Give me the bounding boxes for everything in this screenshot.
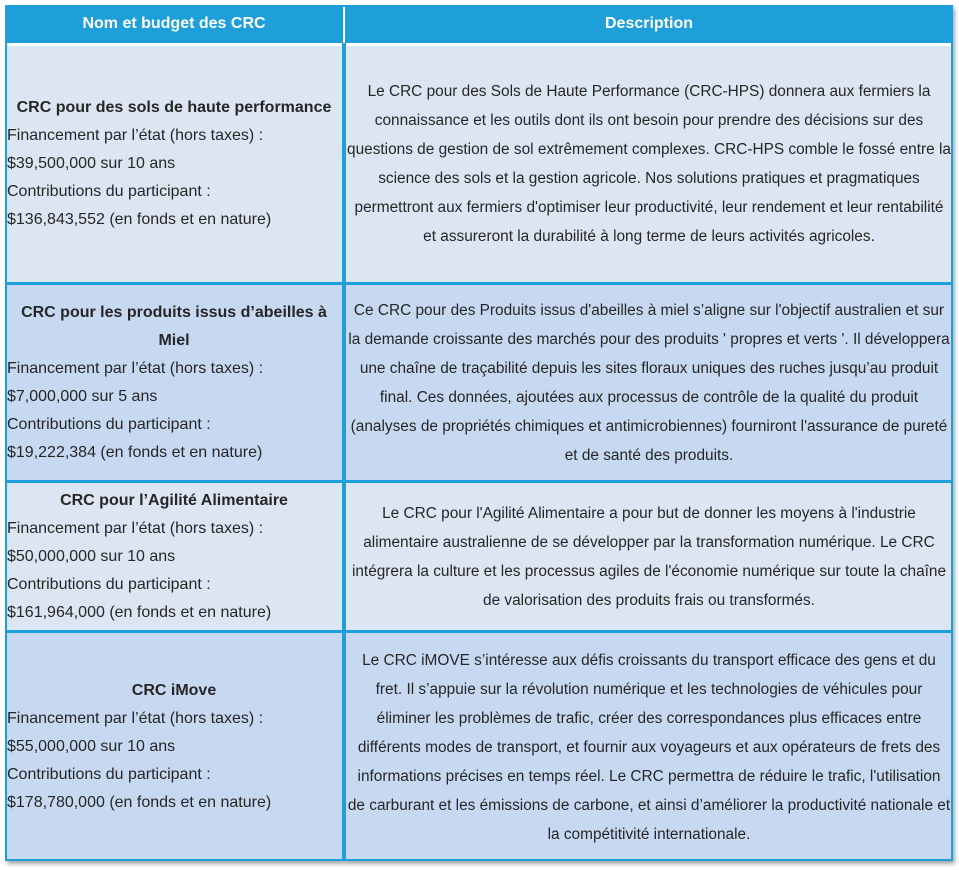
row-2-contrib-value: $19,222,384 (en fonds et en nature) [7,443,263,461]
row-2-description: Ce CRC pour des Produits issus d'abeilles à miel s’aligne sur l'objectif australien et sur la demande croissante des marchés pour des produits ' propres et verts '. Il développera une chaîne de traçabilité depuis les sites floraux uniques des ruches jusqu’au produit final. Ces données, ajoutées aux processus de contrôle de la qualité du produit (analyses de propriétés chimiques et antimicrobiennes) fourniront l'assurance de pureté et de santé des produits. [348,301,950,464]
row-3-funding-label: Financement par l’état (hors taxes) : [7,519,264,537]
row-2-title: CRC pour les produits issus d’abeilles à Miel [21,303,327,349]
row-3-name-cell [5,480,343,630]
row-1-funding-value: $39,500,000 sur 10 ans [7,155,176,172]
row-2-funding-label: Financement par l’état (hors taxes) : [7,359,264,377]
row-2-contrib-label: Contributions du participant : [7,415,211,433]
row-2-description-cell [343,282,953,480]
row-4-funding-value: $55,000,000 sur 10 ans [7,738,176,755]
row-4-funding-label: Financement par l’état (hors taxes) : [7,710,264,727]
row-3-description: Le CRC pour l'Agilité Alimentaire a pour but de donner les moyens à l'industrie alimentaire australienne de se développer par la transformation numérique. Le CRC intégrera la culture et les processus agiles de l'économie numérique sur toute la chaîne de valorisation des produits frais ou transformés. [351,504,947,609]
row-1-contrib-value: $136,843,552 (en fonds et en nature) [7,211,272,228]
row-2-funding-value: $7,000,000 sur 5 ans [7,387,158,405]
column-divider [342,43,346,861]
row-1-funding-label: Financement par l’état (hors taxes) : [7,127,264,144]
row-1-description-cell [343,43,953,282]
header-description: Description [343,5,953,43]
row-1-description: Le CRC pour des Sols de Haute Performance (CRC-HPS) donnera aux fermiers la connaissance et les outils dont ils ont besoin pour prendre des décisions sur des questions de gestion de sol extrêmement complexes. CRC-HPS comble le fossé entre la science des sols et la gestion agricole. Nos solutions pratiques et pragmatiques permettront aux fermiers d'optimiser leur productivité, leur rendement et leur rentabilité et assureront la durabilité à long terme de leurs activités agricoles. [347,83,951,245]
row-4-description: Le CRC iMOVE s’intéresse aux défis croissants du transport efficace des gens et du fret. Il s’appuie sur la révolution numérique et les technologies de véhicules pour éliminer les problèmes de trafic, créer des correspondances plus efficaces entre différents modes de transport, et fournir aux voyageurs et aux opérateurs de frets des informations précises en temps réel. Le CRC permettra de réduire le trafic, l'utilisation de carburant et les émissions de carbone, et ainsi d’améliorer la productivité nationale et la compétitivité internationale. [347,651,951,843]
row-4-description-cell [343,630,953,861]
row-4-title: CRC iMove [131,682,217,699]
row-4-name-cell [5,630,343,861]
row-4-contrib-value: $178,780,000 (en fonds et en nature) [7,794,272,811]
row-3-funding-value: $50,000,000 sur 10 ans [7,547,176,565]
row-1-name-cell [5,43,343,282]
row-3-contrib-value: $161,964,000 (en fonds et en nature) [7,603,272,621]
header-name-budget: Nom et budget des CRC [5,5,343,43]
row-4-contrib-label: Contributions du participant : [7,766,211,783]
row-3-description-cell [343,480,953,630]
row-3-contrib-label: Contributions du participant : [7,575,211,593]
crc-table [5,5,953,861]
row-1-title: CRC pour des sols de haute performance [16,99,332,116]
row-1-contrib-label: Contributions du participant : [7,183,211,200]
row-2-name-cell [5,282,343,480]
row-3-title: CRC pour l’Agilité Alimentaire [60,491,288,509]
